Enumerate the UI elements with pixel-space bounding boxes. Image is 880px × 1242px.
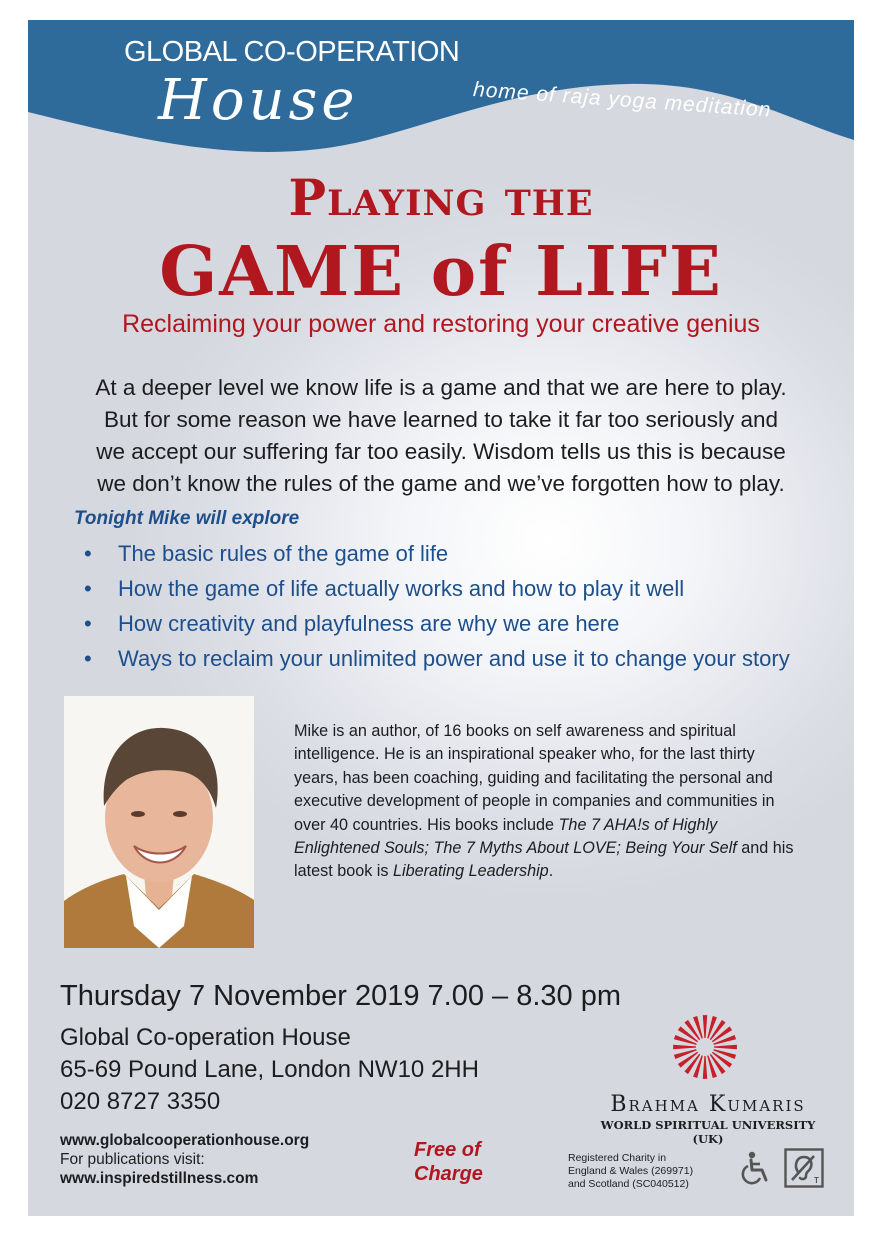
sunburst-ray	[674, 1049, 697, 1059]
org-name-line1: GLOBAL CO-OPERATION	[124, 36, 460, 68]
sunburst-ray	[673, 1045, 696, 1049]
org-logo-name: Brahma Kumaris	[610, 1092, 806, 1117]
event-datetime: Thursday 7 November 2019 7.00 – 8.30 pm	[60, 980, 621, 1012]
bullet-icon: •	[84, 646, 92, 671]
intro-line: we accept our suffering far too easily. Wisdom tells us this is because	[96, 439, 786, 464]
subtitle: Reclaiming your power and restoring your creative genius	[122, 310, 760, 338]
list-item-text: The basic rules of the game of life	[118, 541, 449, 566]
venue-address: 65-69 Pound Lane, London NW10 2HH	[60, 1056, 479, 1083]
brahma-kumaris-sunburst-icon	[672, 1014, 738, 1080]
hearing-loop-icon	[784, 1148, 824, 1188]
venue-phone: 020 8727 3350	[60, 1088, 221, 1115]
bio-text: .	[548, 862, 554, 881]
bullet-icon: •	[84, 611, 92, 636]
bio-latest-book: Liberating Leadership	[392, 862, 549, 881]
charity-line: Registered Charity in	[568, 1152, 667, 1164]
list-item-text: How creativity and playfulness are why we are here	[118, 611, 620, 636]
publications-link[interactable]: www.inspiredstillness.com	[60, 1170, 259, 1187]
explore-heading: Tonight Mike will explore	[74, 508, 300, 529]
wheelchair-access-icon	[738, 1150, 774, 1186]
bio-text: Mike is an author, of 16 books on self awareness and spiritual intelligence. He is an inspirational speaker who, for the last thirty years, has been coaching, guiding and facilitating the personal and executive development of people in companies and communities in over 40 countries. His books include	[294, 722, 775, 834]
sunburst-ray	[713, 1035, 736, 1045]
sunburst-ray	[703, 1056, 707, 1079]
svg-text:T: T	[814, 1176, 819, 1185]
bullet-icon: •	[84, 576, 92, 601]
bullet-icon: •	[84, 541, 92, 566]
venue-name: Global Co-operation House	[60, 1024, 351, 1051]
poster	[28, 20, 854, 1216]
bio-text: and his latest book is	[294, 839, 794, 881]
event-venue	[60, 1022, 479, 1118]
sunburst-ray	[707, 1055, 717, 1078]
list-item-text: How the game of life actually works and how to play it well	[118, 576, 685, 601]
speaker-bio	[294, 720, 794, 884]
sunburst-ray	[707, 1016, 717, 1039]
intro-line: we don’t know the rules of the game and we’ve forgotten how to play.	[97, 471, 785, 496]
list-item	[74, 606, 790, 641]
sunburst-ray	[713, 1049, 736, 1059]
org-logo-subtitle: WORLD SPIRITUAL UNIVERSITY (UK)	[600, 1118, 816, 1146]
list-item-text: Ways to reclaim your unlimited power and use it to change your story	[118, 646, 790, 671]
publications-label: For publications visit:	[60, 1151, 205, 1168]
free-line1: Free of	[414, 1139, 481, 1161]
sunburst-ray	[703, 1015, 707, 1038]
title-line2: GAME of LIFE	[159, 232, 723, 312]
free-line2: Charge	[414, 1163, 483, 1185]
org-name-line2: House	[158, 68, 359, 133]
sunburst-ray	[674, 1035, 697, 1045]
website-link[interactable]: www.globalcooperationhouse.org	[60, 1132, 310, 1149]
sunburst-ray	[714, 1045, 737, 1049]
list-item	[74, 536, 790, 571]
sunburst-ray	[693, 1055, 703, 1078]
intro-line: But for some reason we have learned to take it far too seriously and	[103, 407, 779, 432]
list-item	[74, 641, 790, 676]
bio-book-titles: The 7 AHA!s of Highly Enlightened Souls; The 7 Myths About LOVE; Being Your Self	[294, 815, 737, 858]
charity-line: England & Wales (269971)	[568, 1165, 694, 1177]
sunburst-ray	[693, 1016, 703, 1039]
explore-list	[74, 536, 790, 676]
charity-line: and Scotland (SC040512)	[568, 1178, 689, 1190]
speaker-photo	[64, 696, 254, 948]
free-of-charge	[414, 1138, 483, 1186]
intro-line: At a deeper level we know life is a game and that we are here to play.	[95, 375, 787, 400]
list-item	[74, 571, 790, 606]
title-line1: Playing the	[288, 168, 594, 227]
intro-paragraph	[74, 372, 808, 500]
tagline: home of raja yoga meditation	[472, 78, 773, 122]
charity-info	[568, 1152, 728, 1191]
